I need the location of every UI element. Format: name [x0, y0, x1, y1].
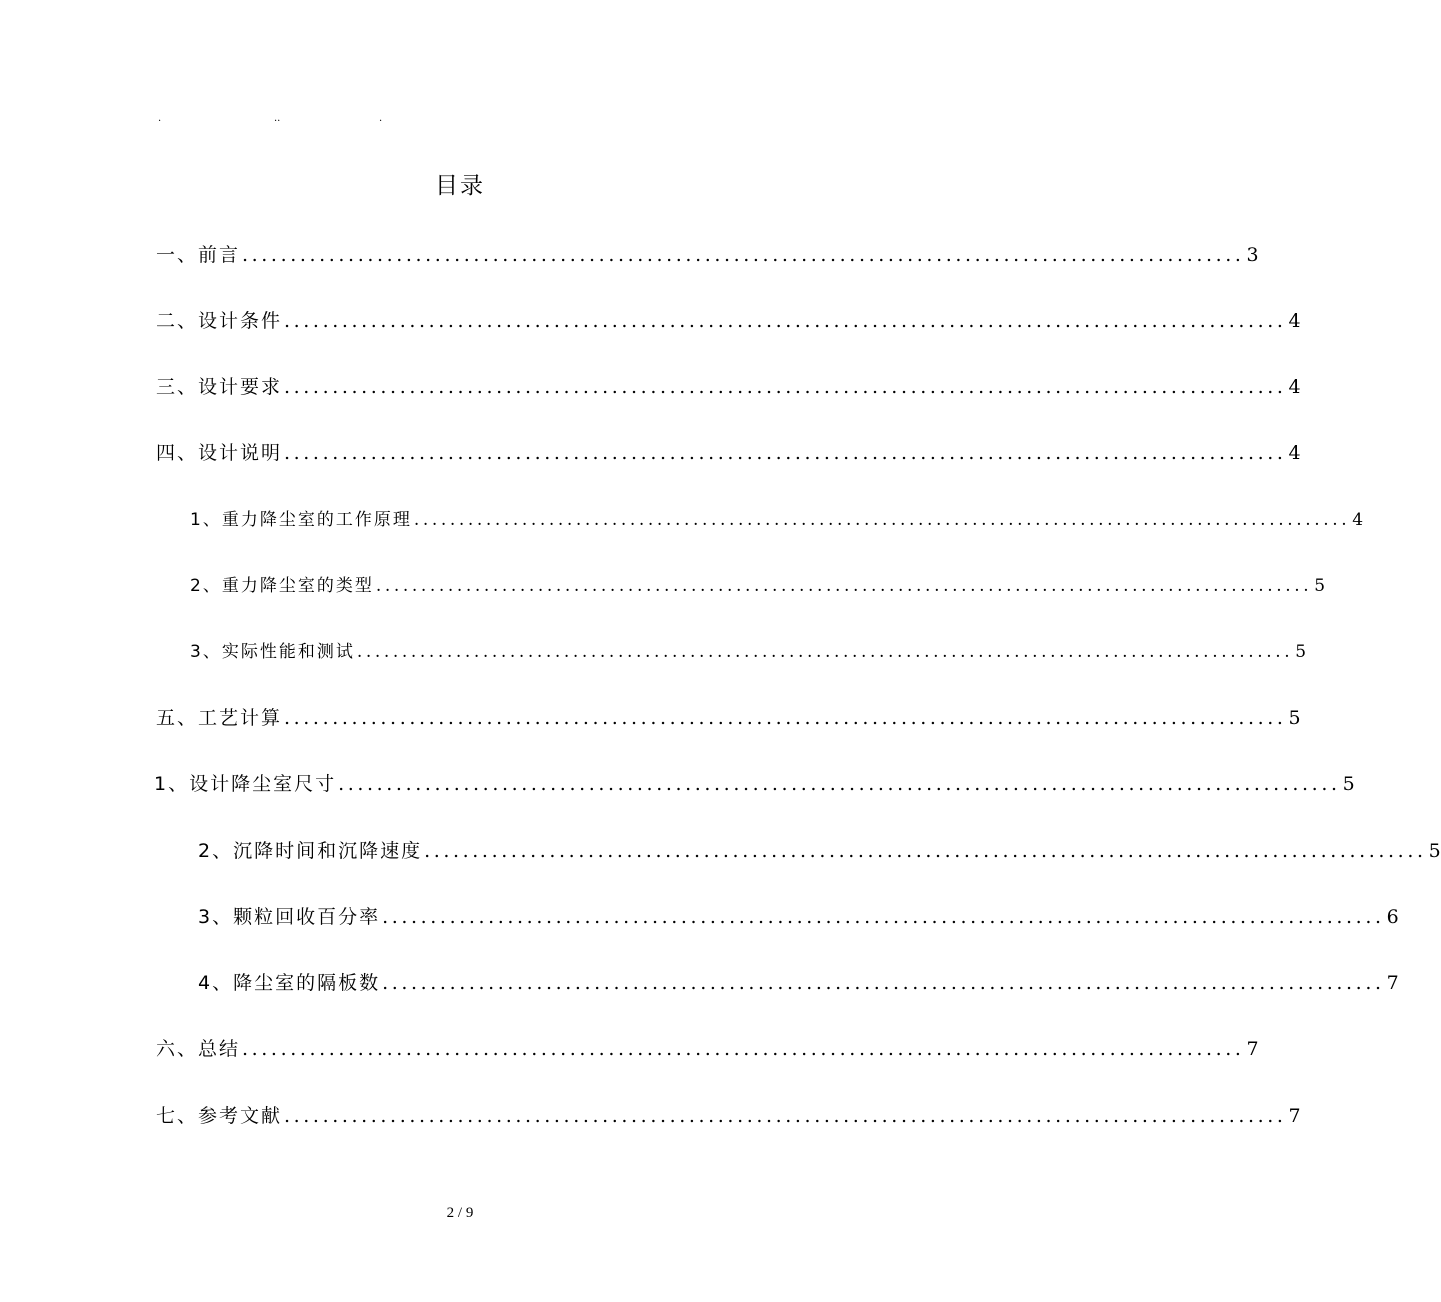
toc-entry-process-calculation[interactable] — [156, 703, 1301, 733]
toc-leader: ........................................................................................................ — [413, 510, 1351, 530]
toc-entry-label: 2、沉降时间和沉降速度 — [198, 840, 423, 862]
toc-entry-label: 六、总结 — [156, 1038, 241, 1060]
toc-leader: ........................................................................................................ — [284, 442, 1287, 464]
toc-entry-page: 5 — [1342, 773, 1355, 795]
toc-entry-preface[interactable] — [156, 240, 1259, 270]
toc-leader: ........................................................................................................ — [375, 576, 1313, 596]
toc-entry-label: 三、设计要求 — [156, 376, 283, 398]
toc-entry-page: 7 — [1246, 1038, 1259, 1060]
toc-entry-page: 5 — [1288, 707, 1301, 729]
toc-entry-label: 3、实际性能和测试 — [190, 642, 355, 662]
toc-entry-page: 4 — [1288, 442, 1301, 464]
toc-entry-baffle-count[interactable] — [198, 968, 1399, 998]
toc-entry-design-requirements[interactable] — [156, 372, 1301, 402]
toc-entry-chamber-dimensions[interactable] — [154, 769, 1355, 799]
toc-entry-page: 3 — [1246, 244, 1259, 266]
toc-entry-settling-time-velocity[interactable] — [198, 836, 1441, 866]
toc-leader: ........................................................................................................ — [424, 840, 1427, 862]
toc-leader: ........................................................................................................ — [356, 642, 1294, 662]
toc-entry-label: 二、设计条件 — [156, 310, 283, 332]
toc-entry-page: 5 — [1314, 576, 1326, 596]
header-mark: .. — [274, 113, 281, 124]
toc-entry-label: 1、设计降尘室尺寸 — [154, 773, 337, 795]
toc-entry-label: 3、颗粒回收百分率 — [198, 906, 381, 928]
toc-entry-page: 5 — [1295, 642, 1307, 662]
toc-entry-design-description[interactable] — [156, 438, 1301, 468]
toc-entry-label: 1、重力降尘室的工作原理 — [190, 510, 412, 530]
toc-leader: ........................................................................................................ — [242, 1038, 1245, 1060]
toc-leader: ........................................................................................................ — [284, 707, 1287, 729]
toc-leader: ........................................................................................................ — [242, 244, 1245, 266]
header-mark: . — [379, 113, 383, 124]
toc-entry-label: 一、前言 — [156, 244, 241, 266]
toc-title: 目录 — [435, 173, 485, 199]
toc-entry-design-conditions[interactable] — [156, 306, 1301, 336]
page-indicator: 2 / 9 — [446, 1205, 474, 1221]
toc-entry-page: 7 — [1386, 972, 1399, 994]
toc-entry-working-principle[interactable] — [190, 505, 1364, 535]
header-mark: . — [158, 113, 162, 124]
toc-entry-summary[interactable] — [156, 1034, 1259, 1064]
toc-entry-page: 7 — [1288, 1105, 1301, 1127]
toc-entry-label: 四、设计说明 — [156, 442, 283, 464]
toc-entry-page: 5 — [1428, 840, 1441, 862]
toc-leader: ........................................................................................................ — [338, 773, 1341, 795]
toc-leader: ........................................................................................................ — [382, 972, 1385, 994]
toc-leader: ........................................................................................................ — [284, 376, 1287, 398]
toc-entry-chamber-types[interactable] — [190, 571, 1326, 601]
toc-entry-page: 6 — [1386, 906, 1399, 928]
toc-entry-label: 4、降尘室的隔板数 — [198, 972, 381, 994]
toc-entry-label: 2、重力降尘室的类型 — [190, 576, 374, 596]
toc-entry-particle-recovery[interactable] — [198, 902, 1399, 932]
toc-leader: ........................................................................................................ — [284, 1105, 1287, 1127]
toc-entry-page: 4 — [1288, 310, 1301, 332]
toc-entry-references[interactable] — [156, 1101, 1301, 1131]
toc-entry-page: 4 — [1288, 376, 1301, 398]
toc-entry-label: 五、工艺计算 — [156, 707, 283, 729]
toc-leader: ........................................................................................................ — [284, 310, 1287, 332]
toc-entry-label: 七、参考文献 — [156, 1105, 283, 1127]
toc-leader: ........................................................................................................ — [382, 906, 1385, 928]
toc-entry-page: 4 — [1352, 510, 1364, 530]
header-marks — [0, 112, 920, 126]
toc-entry-performance-testing[interactable] — [190, 637, 1307, 667]
